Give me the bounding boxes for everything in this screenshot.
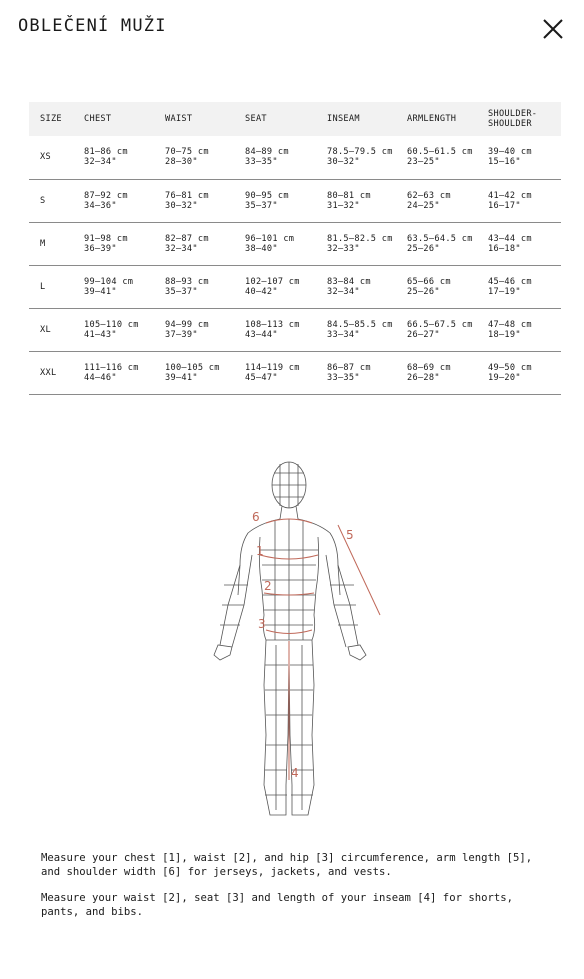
cell-inseam	[316, 136, 396, 179]
cell-arm-in: 26–27"	[407, 329, 440, 340]
cell-size: L	[40, 281, 46, 292]
cell-arm-cm: 63.5–64.5 cm	[407, 233, 473, 244]
cell-inseam-cm: 86–87 cm	[327, 362, 371, 373]
cell-chest	[73, 265, 154, 308]
cell-inseam-cm: 80–81 cm	[327, 190, 371, 201]
cell-shoulder-in: 15–16"	[488, 157, 521, 168]
cell-arm-in: 24–25"	[407, 200, 440, 211]
cell-waist-cm: 82–87 cm	[165, 233, 209, 244]
cell-shoulder	[477, 136, 561, 179]
cell-shoulder	[477, 222, 561, 265]
table-row	[29, 179, 561, 222]
table-row	[29, 265, 561, 308]
table-row	[29, 136, 561, 179]
cell-chest	[73, 351, 154, 394]
cell-seat-in: 40–42"	[245, 286, 278, 297]
cell-shoulder-cm: 43–44 cm	[488, 233, 532, 244]
label-6: 6	[252, 510, 260, 524]
cell-shoulder-cm: 47–48 cm	[488, 319, 532, 330]
label-1: 1	[256, 544, 264, 558]
cell-shoulder-in: 18–19"	[488, 329, 521, 340]
cell-inseam-cm: 81.5–82.5 cm	[327, 233, 393, 244]
header-shoulder: SHOULDER-SHOULDER	[488, 109, 538, 129]
cell-seat-cm: 108–113 cm	[245, 319, 300, 330]
cell-waist	[154, 308, 234, 351]
cell-inseam	[316, 222, 396, 265]
cell-arm	[396, 222, 477, 265]
cell-seat-cm: 102–107 cm	[245, 276, 300, 287]
mannequin-illustration	[200, 455, 385, 825]
cell-inseam-cm: 78.5–79.5 cm	[327, 147, 393, 158]
cell-chest	[73, 222, 154, 265]
cell-waist-cm: 94–99 cm	[165, 319, 209, 330]
cell-inseam	[316, 308, 396, 351]
header-chest: CHEST	[84, 114, 112, 124]
cell-waist-in: 32–34"	[165, 243, 198, 254]
label-2: 2	[264, 579, 272, 593]
cell-waist	[154, 222, 234, 265]
cell-seat-cm: 84–89 cm	[245, 147, 289, 158]
cell-waist	[154, 265, 234, 308]
cell-size: XS	[40, 152, 51, 163]
header-size: SIZE	[40, 114, 62, 124]
cell-waist	[154, 179, 234, 222]
table-header-row	[29, 102, 561, 136]
measurement-instructions	[41, 852, 541, 932]
cell-waist-in: 30–32"	[165, 200, 198, 211]
cell-arm-cm: 65–66 cm	[407, 276, 451, 287]
cell-seat-cm: 90–95 cm	[245, 190, 289, 201]
cell-shoulder-cm: 41–42 cm	[488, 190, 532, 201]
cell-shoulder-cm: 39–40 cm	[488, 147, 532, 158]
cell-shoulder-in: 16–18"	[488, 243, 521, 254]
cell-arm	[396, 179, 477, 222]
cell-chest-cm: 99–104 cm	[84, 276, 134, 287]
cell-chest	[73, 308, 154, 351]
header-seat: SEAT	[245, 114, 267, 124]
cell-shoulder	[477, 265, 561, 308]
cell-chest-cm: 81–86 cm	[84, 147, 128, 158]
cell-inseam-cm: 83–84 cm	[327, 276, 371, 287]
cell-inseam	[316, 265, 396, 308]
cell-chest	[73, 179, 154, 222]
cell-chest-in: 44–46"	[84, 372, 117, 383]
cell-waist-in: 35–37"	[165, 286, 198, 297]
cell-arm-cm: 60.5–61.5 cm	[407, 147, 473, 158]
cell-arm-in: 23–25"	[407, 157, 440, 168]
cell-arm	[396, 308, 477, 351]
cell-waist-in: 37–39"	[165, 329, 198, 340]
cell-waist	[154, 136, 234, 179]
cell-inseam-in: 30–32"	[327, 157, 360, 168]
cell-inseam-in: 32–34"	[327, 286, 360, 297]
table-row	[29, 222, 561, 265]
cell-seat	[234, 351, 316, 394]
cell-seat	[234, 136, 316, 179]
cell-arm-in: 25–26"	[407, 243, 440, 254]
cell-size: S	[40, 195, 46, 206]
cell-arm-cm: 68–69 cm	[407, 362, 451, 373]
cell-seat-cm: 114–119 cm	[245, 362, 300, 373]
cell-shoulder	[477, 179, 561, 222]
table-row	[29, 308, 561, 351]
cell-inseam	[316, 179, 396, 222]
header-inseam: INSEAM	[327, 114, 360, 124]
cell-waist-cm: 70–75 cm	[165, 147, 209, 158]
cell-seat-in: 38–40"	[245, 243, 278, 254]
cell-waist-in: 28–30"	[165, 157, 198, 168]
header-armlength: ARMLENGTH	[407, 114, 457, 124]
cell-seat	[234, 222, 316, 265]
cell-seat-in: 33–35"	[245, 157, 278, 168]
cell-inseam-in: 33–34"	[327, 329, 360, 340]
close-button[interactable]	[540, 16, 566, 42]
cell-waist	[154, 351, 234, 394]
cell-shoulder-in: 16–17"	[488, 200, 521, 211]
size-table	[29, 102, 561, 395]
cell-seat	[234, 308, 316, 351]
cell-chest-in: 34–36"	[84, 200, 117, 211]
cell-waist-cm: 76–81 cm	[165, 190, 209, 201]
cell-chest-cm: 87–92 cm	[84, 190, 128, 201]
cell-arm	[396, 136, 477, 179]
cell-seat	[234, 179, 316, 222]
instruction-tops: Measure your chest [1], waist [2], and hip [3] circumference, arm length [5], and shoulder width [6] for jerseys, jackets, and vests.	[41, 852, 533, 878]
header-waist: WAIST	[165, 114, 193, 124]
cell-size: XXL	[40, 367, 57, 378]
cell-seat-in: 35–37"	[245, 200, 278, 211]
cell-seat-in: 45–47"	[245, 372, 278, 383]
cell-arm-in: 25–26"	[407, 286, 440, 297]
cell-shoulder	[477, 308, 561, 351]
cell-inseam	[316, 351, 396, 394]
instruction-bottoms: Measure your waist [2], seat [3] and length of your inseam [4] for shorts, pants, and bibs.	[41, 892, 513, 918]
cell-arm	[396, 265, 477, 308]
cell-size: XL	[40, 324, 51, 335]
cell-chest-in: 41–43"	[84, 329, 117, 340]
table-row	[29, 351, 561, 394]
cell-chest-in: 39–41"	[84, 286, 117, 297]
cell-chest-cm: 105–110 cm	[84, 319, 139, 330]
cell-waist-cm: 88–93 cm	[165, 276, 209, 287]
cell-chest-cm: 91–98 cm	[84, 233, 128, 244]
cell-waist-in: 39–41"	[165, 372, 198, 383]
cell-arm-cm: 66.5–67.5 cm	[407, 319, 473, 330]
cell-shoulder	[477, 351, 561, 394]
label-4: 4	[291, 766, 299, 780]
cell-shoulder-in: 19–20"	[488, 372, 521, 383]
cell-shoulder-cm: 45–46 cm	[488, 276, 532, 287]
cell-seat-in: 43–44"	[245, 329, 278, 340]
cell-seat-cm: 96–101 cm	[245, 233, 295, 244]
cell-waist-cm: 100–105 cm	[165, 362, 220, 373]
cell-shoulder-cm: 49–50 cm	[488, 362, 532, 373]
cell-arm-cm: 62–63 cm	[407, 190, 451, 201]
cell-chest	[73, 136, 154, 179]
cell-inseam-cm: 84.5–85.5 cm	[327, 319, 393, 330]
cell-chest-in: 36–39"	[84, 243, 117, 254]
page-title: OBLEČENÍ MUŽI	[18, 16, 167, 36]
cell-size: M	[40, 238, 46, 249]
cell-chest-cm: 111–116 cm	[84, 362, 139, 373]
cell-arm-in: 26–28"	[407, 372, 440, 383]
cell-arm	[396, 351, 477, 394]
label-3: 3	[258, 617, 266, 631]
cell-chest-in: 32–34"	[84, 157, 117, 168]
body-measurement-figure	[200, 455, 385, 825]
cell-inseam-in: 33–35"	[327, 372, 360, 383]
close-icon	[540, 16, 566, 42]
cell-inseam-in: 31–32"	[327, 200, 360, 211]
cell-shoulder-in: 17–19"	[488, 286, 521, 297]
label-5: 5	[346, 528, 354, 542]
cell-inseam-in: 32–33"	[327, 243, 360, 254]
cell-seat	[234, 265, 316, 308]
